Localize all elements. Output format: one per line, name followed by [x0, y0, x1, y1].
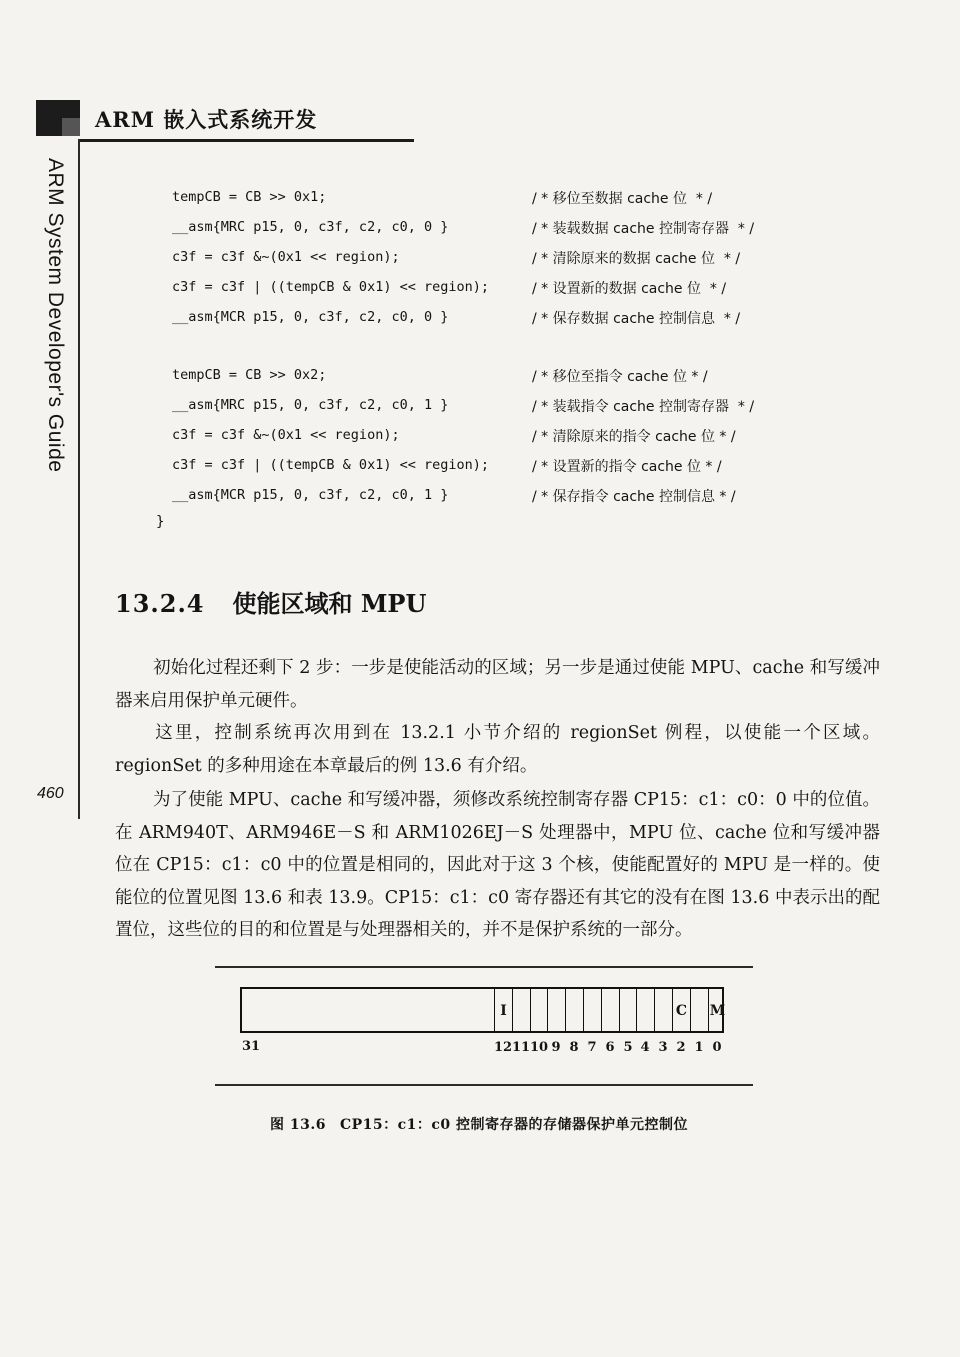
code-line: tempCB = CB >> 0x1; [172, 189, 327, 205]
header-rule [80, 139, 414, 142]
register-bit-cell [619, 987, 637, 1033]
bit-label: 6 [605, 1040, 615, 1055]
code-comment: / * 装载数据 cache 控制寄存器 * / [532, 221, 755, 237]
register-bit-cell: C [672, 987, 690, 1033]
code-line: __asm{MCR p15, 0, c3f, c2, c0, 0 } [172, 309, 449, 325]
code-comment: / * 清除原来的数据 cache 位 * / [532, 251, 741, 267]
section-number: 13.2.4 [115, 589, 205, 618]
side-book-title: ARM System Developer's Guide [44, 158, 67, 473]
code-comment: / * 移位至数据 cache 位 * / [532, 191, 713, 207]
code-line: c3f = c3f &~(0x1 << region); [172, 427, 400, 443]
bit-label: 5 [623, 1040, 633, 1055]
figure-caption-label: 图 13.6 [270, 1117, 326, 1133]
running-header: ARM 嵌入式系统开发 [95, 107, 318, 132]
code-comment: / * 装载指令 cache 控制寄存器 * / [532, 399, 755, 415]
code-line: c3f = c3f | ((tempCB & 0x1) << region); [172, 279, 489, 295]
bit-label: 3 [658, 1040, 668, 1055]
paragraph: 这里，控制系统再次用到在 13.2.1 小节介绍的 regionSet 例程，以使能一个区域。regionSet 的多种用途在本章最后的例 13.6 有介绍。 [115, 723, 880, 776]
bit-label: 2 [676, 1040, 686, 1055]
code-comment: / * 移位至指令 cache 位 * / [532, 369, 708, 385]
figure-caption-text: CP15：c1：c0 控制寄存器的存储器保护单元控制位 [339, 1117, 689, 1133]
bit-label: 1 [694, 1040, 704, 1055]
code-comment: / * 保存数据 cache 控制信息 * / [532, 311, 741, 327]
register-bit-cell [547, 987, 565, 1033]
code-comment: / * 保存指令 cache 控制信息 * / [532, 489, 736, 505]
code-line: c3f = c3f | ((tempCB & 0x1) << region); [172, 457, 489, 473]
code-comment: / * 设置新的指令 cache 位 * / [532, 459, 722, 475]
register-bit-cell [565, 987, 583, 1033]
code-line: tempCB = CB >> 0x2; [172, 367, 327, 383]
register-bit-cell [583, 987, 601, 1033]
bit-label: 12 [494, 1040, 513, 1055]
bit-label: 7 [587, 1040, 597, 1055]
code-line: __asm{MRC p15, 0, c3f, c2, c0, 1 } [172, 397, 449, 413]
figure-bottom-rule [215, 1084, 753, 1086]
figure-caption [270, 1114, 688, 1134]
register-bit-cell: I [494, 987, 512, 1033]
bit-label: 11 [512, 1040, 531, 1055]
section-heading [115, 584, 426, 619]
margin-rule [78, 139, 80, 819]
bit-label: 9 [551, 1040, 561, 1055]
code-line: __asm{MCR p15, 0, c3f, c2, c0, 1 } [172, 487, 449, 503]
register-bit-cell [601, 987, 619, 1033]
bit-label: 4 [640, 1040, 650, 1055]
code-comment: / * 设置新的数据 cache 位 * / [532, 281, 727, 297]
register-bit-cell [690, 987, 708, 1033]
code-line: __asm{MRC p15, 0, c3f, c2, c0, 0 } [172, 219, 449, 235]
chapter-corner-notch [62, 118, 80, 136]
bit-label: 8 [569, 1040, 579, 1055]
paragraph: 初始化过程还剩下 2 步：一步是使能活动的区域；另一步是通过使能 MPU、cache 和写缓冲器来启用保护单元硬件。 [115, 658, 880, 711]
page-number: 460 [37, 785, 64, 802]
register-bit-cell [530, 987, 548, 1033]
bit-label-31: 31 [242, 1039, 261, 1054]
code-comment: / * 清除原来的指令 cache 位 * / [532, 429, 736, 445]
register-bit-cell [654, 987, 672, 1033]
paragraph: 为了使能 MPU、cache 和写缓冲器，须修改系统控制寄存器 CP15：c1：c0：0 中的位值。在 ARM940T、ARM946E－S 和 ARM1026EJ－S 处理器中，MPU 位、cache 位和写缓冲器位在 CP15：c1：c0 中的位置是相同的，因此对于这 3 个核，使能配置好的 MPU 是一样的。使能位的位置见图 13.6 和表 13.9。CP15：c1：c0 寄存器还有其它的没有在图 13.6 中表示出的配置位，这些位的目的和位置是与处理器相关的，并不是保护系统的一部分。 [115, 790, 880, 940]
bit-label: 0 [712, 1040, 722, 1055]
register-bit-cell [636, 987, 654, 1033]
code-line: c3f = c3f &~(0x1 << region); [172, 249, 400, 265]
section-title: 使能区域和 MPU [232, 589, 427, 618]
bit-label: 10 [530, 1040, 549, 1055]
code-closing-brace: } [156, 514, 165, 530]
register-bit-cell [512, 987, 530, 1033]
register-bit-cell: M [708, 987, 726, 1033]
figure-top-rule [215, 966, 753, 968]
